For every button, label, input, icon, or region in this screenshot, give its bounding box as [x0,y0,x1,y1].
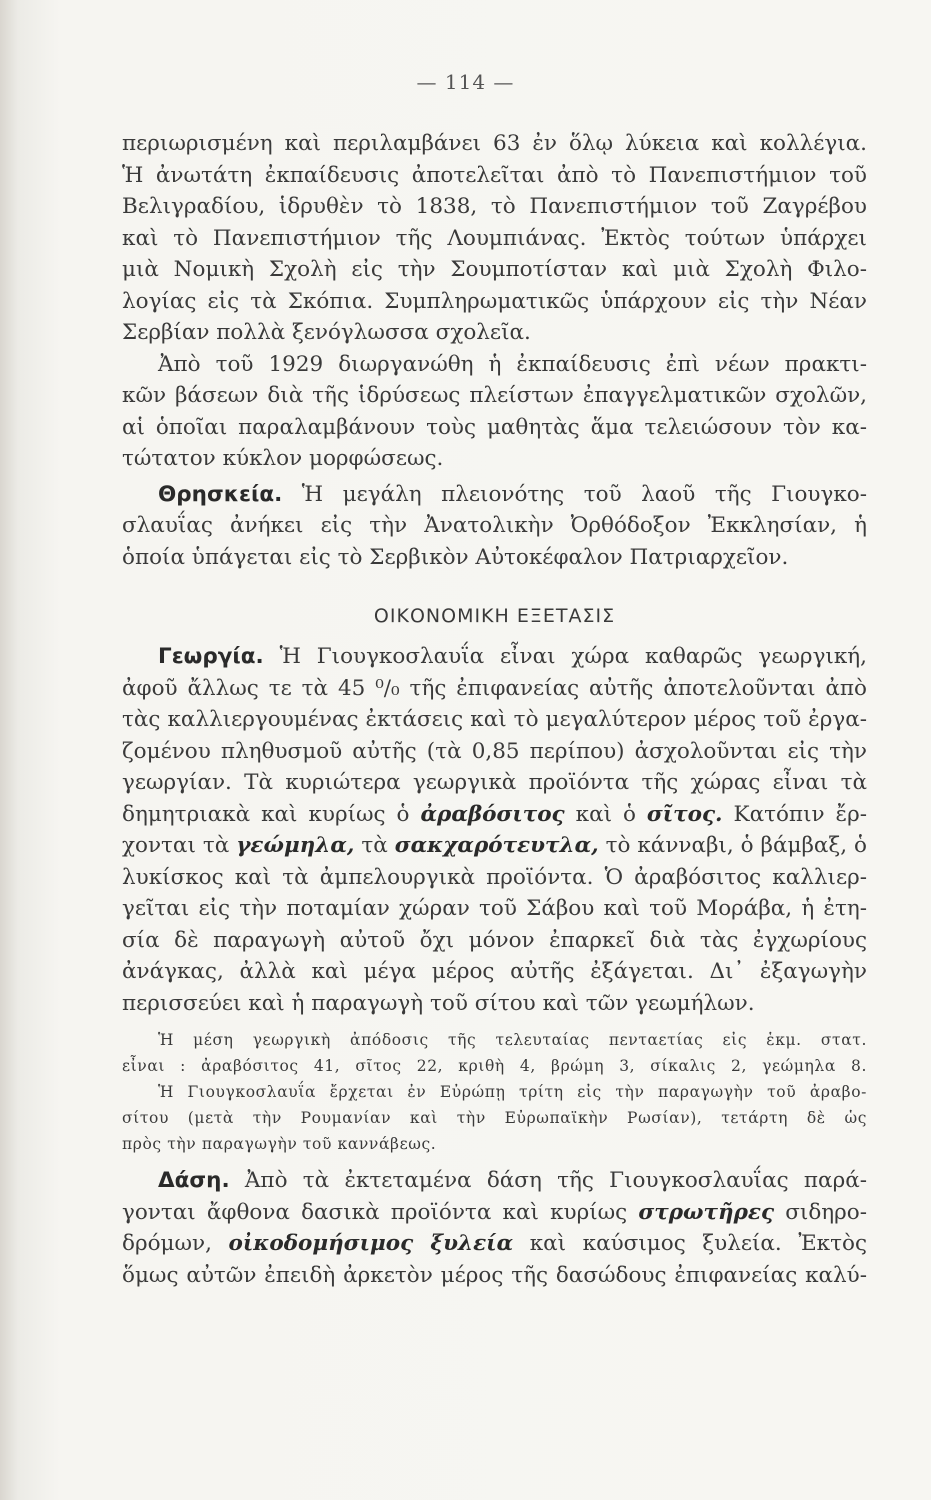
text-span: καὶ καύσιμος ξυλεία. Ἐκτὸς [529,1231,867,1256]
text-line: ἀφοῦ ἄλλως τε τὰ 45 ⁰/₀ τῆς ἐπιφανείας αὐτῆς ἀποτελοῦνται ἀπὸ [122,675,867,701]
note-line: Ἡ μέση γεωργικὴ ἀπόδοσις τῆς τελευταίας πενταετίας εἰς ἑκμ. στατ. [158,1031,867,1049]
agriculture-heading: Γεωργία. [158,644,264,669]
text-line [122,830,867,862]
text-line: ἀνάγκας, ἀλλὰ καὶ μέγα μέρος αὐτῆς ἐξάγεται. Δι᾽ ἐξαγωγὴν [122,959,867,984]
text-line: τώτατον κύκλον μορφώσεως. [122,446,444,471]
note-line: εἶναι : ἀραβόσιτος 41, σῖτος 22, κριθὴ 4, βρώμη 3, σίκαλις 2, γεώμηλα 8. [122,1057,867,1075]
text-span: σιδηρο- [785,1199,867,1225]
body-text [122,128,867,1291]
emphasis-term: σῖτος. [646,801,723,827]
text-line: ὁποία ὑπάγεται εἰς τὸ Σερβικὸν Αὐτοκέφαλον Πατριαρχεῖον. [122,544,789,570]
emphasis-term: ἀραβόσιτος [420,801,565,827]
text-line: σλαυΐας ἀνήκει εἰς τὴν Ἀνατολικὴν Ὀρθόδοξον Ἐκκλησίαν, ἡ [122,513,867,538]
note-line: σίτου (μετὰ τὴν Ρουμανίαν καὶ τὴν Εὐρωπαϊκὴν Ρωσίαν), τετάρτη δὲ ὡς [122,1109,867,1127]
text-line [122,799,867,831]
text-line: Ἀπὸ τοῦ 1929 διωργανώθη ἡ ἐκπαίδευσις ἐπὶ νέων πρακτι- [158,351,867,377]
note-line: πρὸς τὴν παραγωγὴν τοῦ καννάβεως. [122,1135,437,1153]
footnote-block [122,1027,867,1157]
text-span: καὶ ὁ [575,801,636,827]
text-line: λογίας εἰς τὰ Σκόπια. Συμπληρωματικῶς ὑπάρχουν εἰς τὴν Νέαν [122,288,867,314]
text-line: περιωρισμένη καὶ περιλαμβάνει 63 ἐν ὅλῳ λύκεια καὶ κολλέγια. [122,131,867,156]
emphasis-term: οἰκοδομήσιμος ξυλεία [228,1231,514,1256]
text-line: Ἡ ἀνωτάτη ἐκπαίδευσις ἀποτελεῖται ἀπὸ τὸ Πανεπιστήμιον τοῦ [122,162,867,188]
text-span: Ἀπὸ τὰ ἐκτεταμένα δάση τῆς Γιουγκοσλαυΐας παρά- [244,1168,867,1193]
text-span: τὰ [361,833,388,858]
emphasis-term: στρωτῆρες [638,1199,775,1225]
text-line: καὶ τὸ Πανεπιστήμιον τῆς Λουμπιάνας. Ἐκτὸς τούτων ὑπάρχει [122,225,867,251]
text-line: γεωργίαν. Τὰ κυριώτερα γεωργικὰ προϊόντα τῆς χώρας εἶναι τὰ [122,770,867,795]
text-span: Κατόπιν ἔρ- [733,801,867,827]
text-span: γονται ἄφθονα δασικὰ προϊόντα καὶ κυρίως [122,1199,628,1225]
text-line: Βελιγραδίου, ἱδρυθὲν τὸ 1838, τὸ Πανεπιστήμιον τοῦ Ζαγρέβου [122,194,867,219]
text-span: Ἡ Γιουγκοσλαυΐα εἶναι χώρα καθαρῶς γεωργική, [279,644,867,669]
emphasis-term: γεώμηλα, [236,833,355,858]
forests-paragraph [122,1165,867,1197]
text-span: δημητριακὰ καὶ κυρίως ὁ [122,801,410,827]
text-span: τὸ κάνναβι, ὁ βάμβαξ, ὁ [605,833,867,858]
text-line: Σερβίαν πολλὰ ξενόγλωσσα σχολεῖα. [122,320,531,345]
text-line: περισσεύει καὶ ἡ παραγωγὴ τοῦ σίτου καὶ τῶν γεωμήλων. [122,990,755,1016]
text-line: αἱ ὁποῖαι παραλαμβάνουν τοὺς μαθητὰς ἅμα τελειώσουν τὸν κα- [122,414,867,440]
text-span: χονται τὰ [122,833,230,858]
text-line: λυκίσκος καὶ τὰ ἀμπελουργικὰ προϊόντα. Ὁ ἀραβόσιτος καλλιερ- [122,864,867,890]
religion-paragraph [122,479,867,511]
text-span: Ἡ μεγάλη πλειονότης τοῦ λαοῦ τῆς Γιουγκο- [301,481,867,507]
text-line: κῶν βάσεων διὰ τῆς ἱδρύσεως πλείστων ἐπαγγελματικῶν σχολῶν, [122,383,867,408]
agriculture-paragraph [122,641,867,673]
text-span: δρόμων, [122,1231,212,1256]
text-line [122,1197,867,1229]
note-line: Ἡ Γιουγκοσλαυΐα ἔρχεται ἐν Εὐρώπῃ τρίτη εἰς τὴν παραγωγὴν τοῦ ἀραβο- [158,1083,867,1101]
text-line: ὅμως αὐτῶν ἐπειδὴ ἀρκετὸν μέρος τῆς δασώδους ἐπιφανείας καλύ- [122,1262,867,1288]
text-line: τὰς καλλιεργουμένας ἐκτάσεις καὶ τὸ μεγαλύτερον μέρος τοῦ ἐργα- [122,707,867,732]
text-line: σία δὲ παραγωγὴ αὐτοῦ ὄχι μόνον ἐπαρκεῖ διὰ τὰς ἐγχωρίους [122,927,867,953]
text-line: ζομένου πληθυσμοῦ αὐτῆς (τὰ 0,85 περίπου) ἀσχολοῦνται εἰς τὴν [122,738,867,764]
text-line: γεῖται εἰς τὴν ποταμίαν χώραν τοῦ Σάβου καὶ τοῦ Μοράβα, ἡ ἐτη- [122,896,867,921]
forests-heading: Δάση. [158,1168,230,1193]
page-number: — 114 — [416,70,515,94]
text-line: μιὰ Νομικὴ Σχολὴ εἰς τὴν Σουμποτίσταν καὶ μιὰ Σχολὴ Φιλο- [122,257,867,282]
religion-heading: Θρησκεία. [158,481,283,507]
section-title: ΟΙΚΟΝΟΜΙΚΗ ΕΞΕΤΑΣΙΣ [373,605,616,627]
emphasis-term: σακχαρότευτλα, [394,833,599,858]
text-line [122,1228,867,1260]
